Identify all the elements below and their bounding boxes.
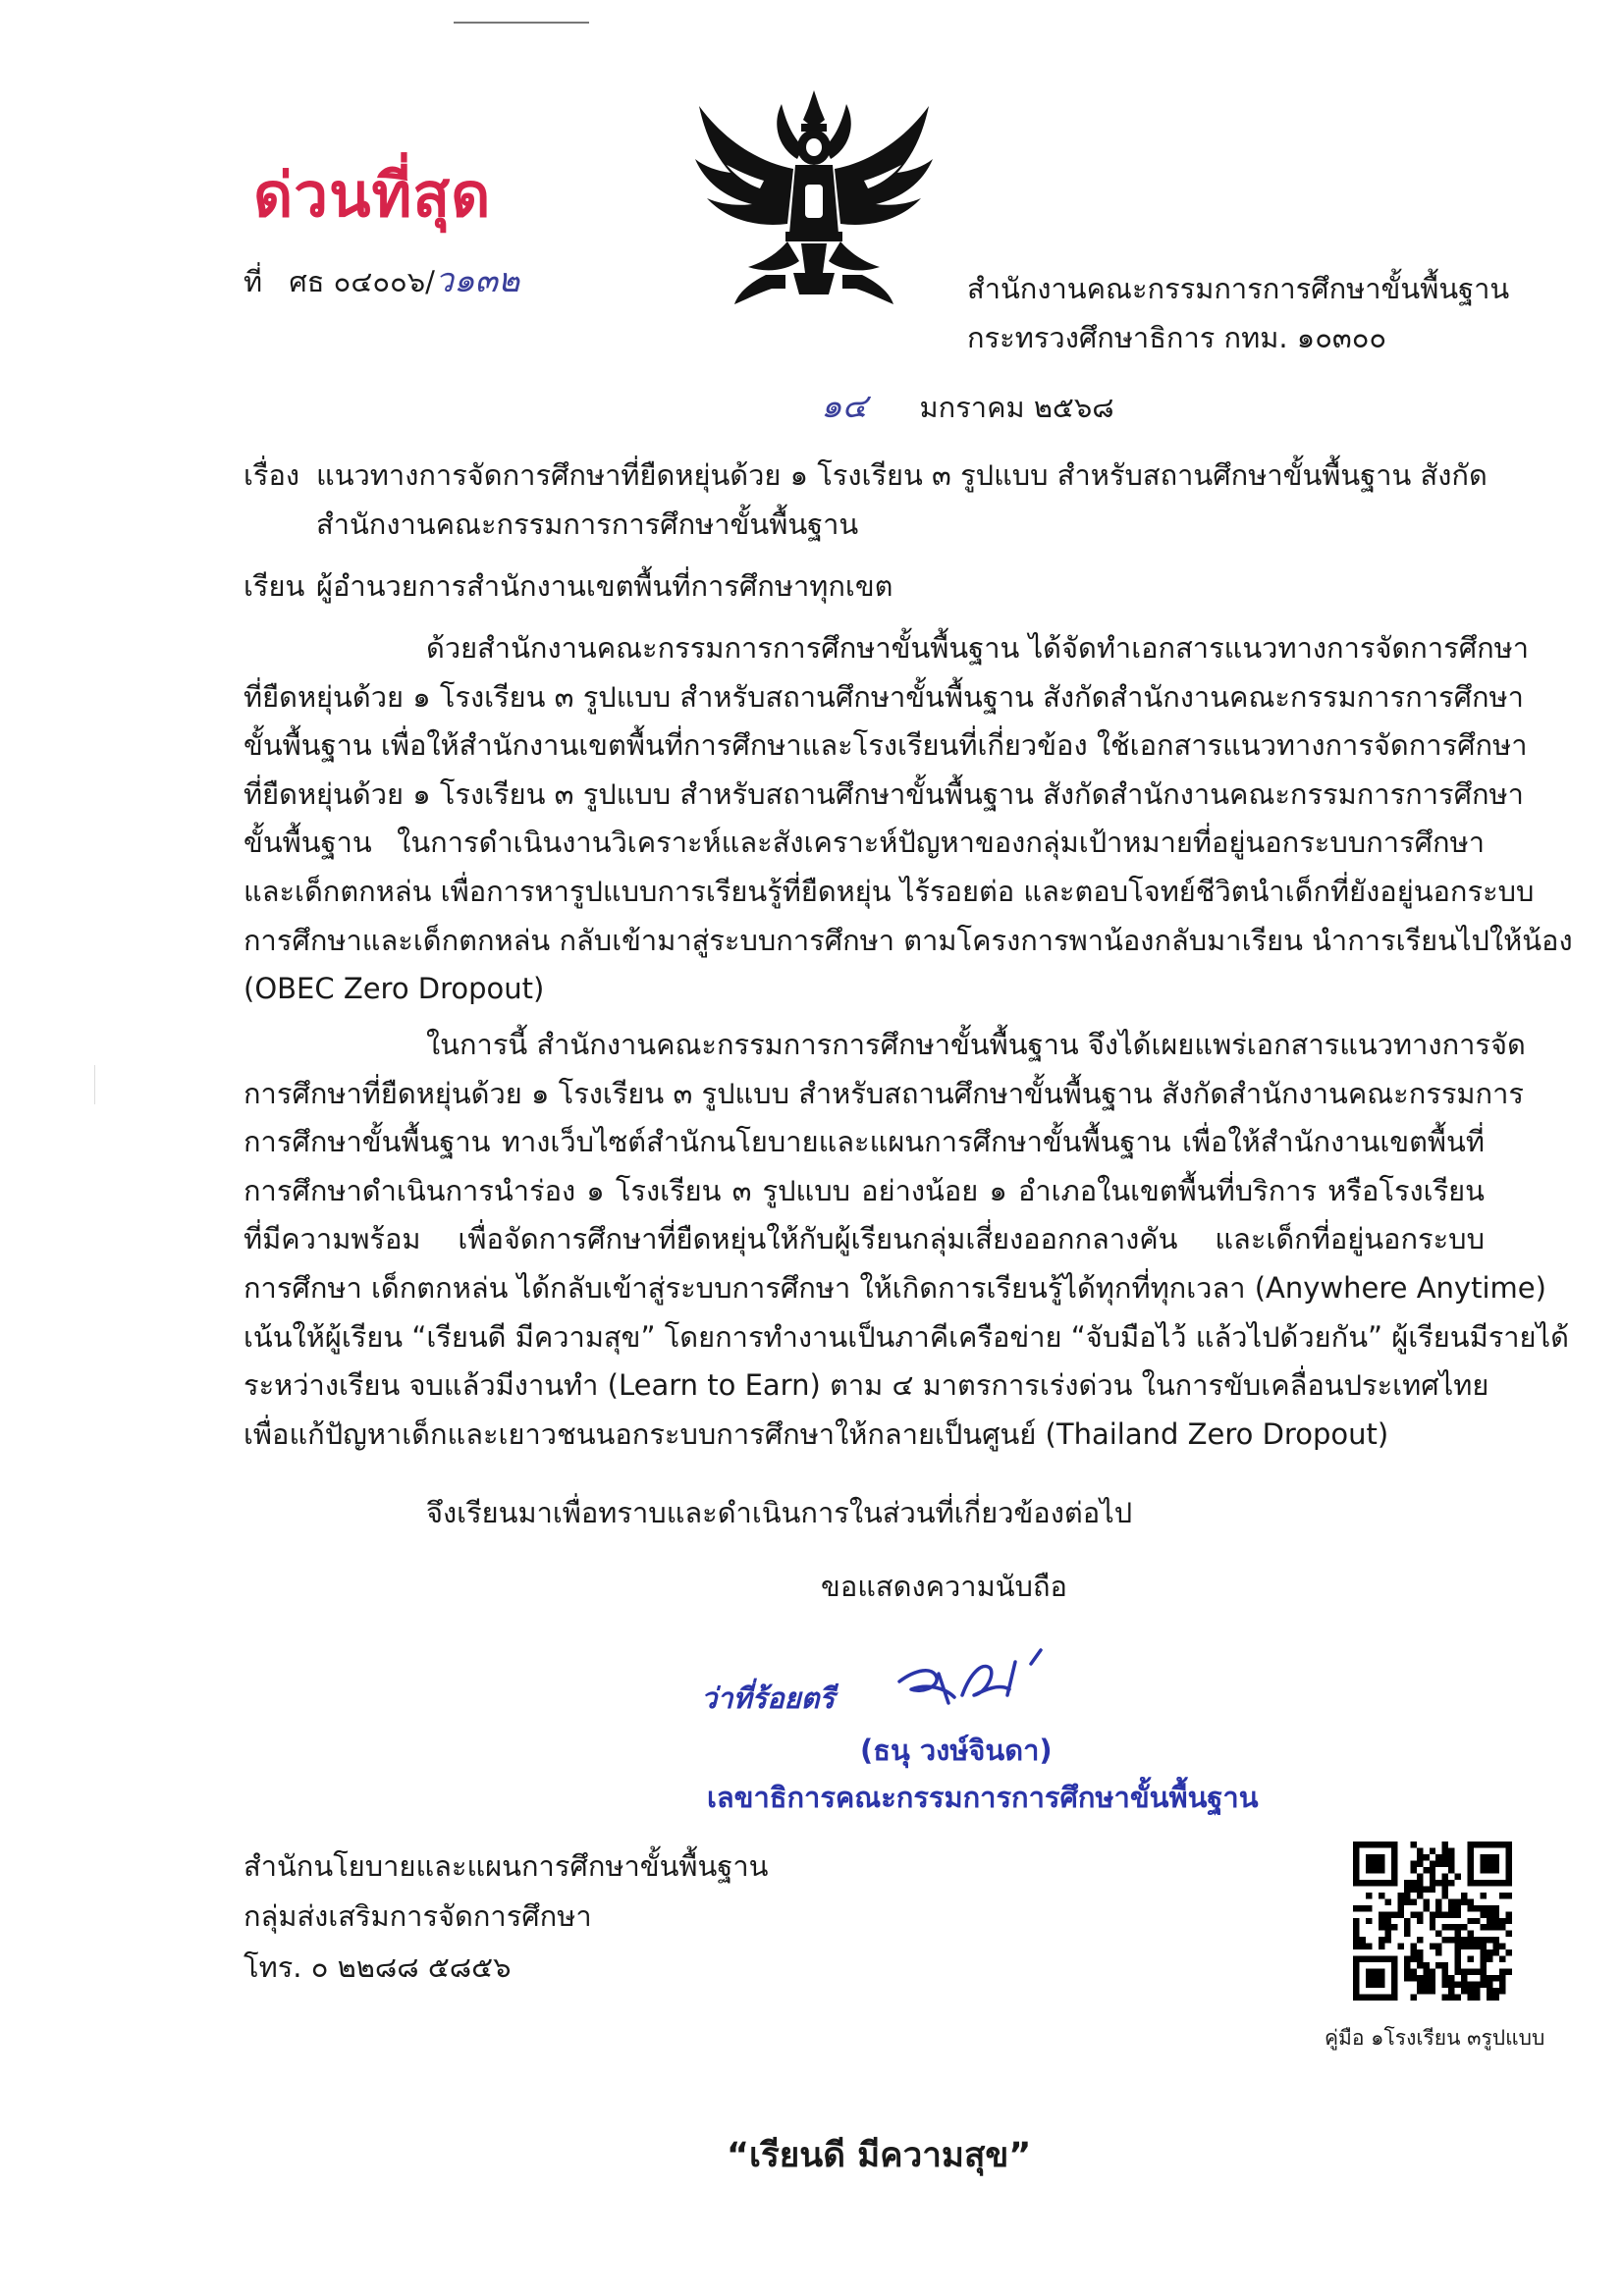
paragraph-line: ในการนี้ สำนักงานคณะกรรมการการศึกษาขั้นพื้นฐาน จึงได้เผยแพร่เอกสารแนวทางการจัด — [426, 1028, 1526, 1061]
signatory-rank: ว่าที่ร้อยตรี — [701, 1682, 836, 1715]
signatory-title: เลขาธิการคณะกรรมการการศึกษาขั้นพื้นฐาน — [707, 1781, 1259, 1814]
scan-mark — [94, 1065, 95, 1104]
paragraph-line: การศึกษา เด็กตกหล่น ได้กลับเข้าสู่ระบบการศึกษา ให้เกิดการเรียนรู้ได้ทุกที่ทุกเวลา (Anywhere Anytime) — [243, 1270, 1546, 1305]
handwritten-signature-icon — [893, 1644, 1060, 1715]
paragraph-line: (OBEC Zero Dropout) — [243, 972, 545, 1006]
recipient-label: เรียน — [243, 569, 305, 603]
paragraph-line: เน้นให้ผู้เรียน “เรียนดี มีความสุข” โดยการทำงานเป็นภาคีเครือข่าย “จับมือไว้ แล้วไปด้วยกัน” ผู้เรียนมีรายได้ — [243, 1319, 1569, 1354]
doc-number-printed: ศธ ๐๔๐๐๖/ — [289, 265, 435, 298]
date-day-handwritten: ๑๔ — [821, 387, 868, 426]
paragraph-line: การศึกษาที่ยืดหยุ่นด้วย ๑ โรงเรียน ๓ รูปแบบ สำหรับสถานศึกษาขั้นพื้นฐาน สังกัดสำนักงานคณะกรรมการ — [243, 1076, 1524, 1110]
top-scan-rule — [454, 22, 589, 24]
subject-line-1: แนวทางการจัดการศึกษาที่ยืดหยุ่นด้วย ๑ โรงเรียน ๓ รูปแบบ สำหรับสถานศึกษาขั้นพื้นฐาน สังกัด — [316, 458, 1488, 492]
signatory-name: (ธนุ วงษ์จินดา) — [860, 1734, 1053, 1767]
paragraph-line: การศึกษาขั้นพื้นฐาน ทางเว็บไซต์สำนักนโยบายและแผนการศึกษาขั้นพื้นฐาน เพื่อให้สำนักงานเขตพื้นที่ — [243, 1125, 1485, 1159]
doc-number-label: ที่ — [243, 265, 263, 298]
recipient-text: ผู้อำนวยการสำนักงานเขตพื้นที่การศึกษาทุกเขต — [316, 569, 893, 603]
paragraph-line: ขั้นพื้นฐาน เพื่อให้สำนักงานเขตพื้นที่การศึกษาและโรงเรียนที่เกี่ยวข้อง ใช้เอกสารแนวทางการจัดการศึกษา — [243, 728, 1528, 763]
doc-number-handwritten: ว๑๓๒ — [434, 261, 520, 300]
agency-line-2: กระทรวงศึกษาธิการ กทม. ๑๐๓๐๐ — [967, 321, 1387, 354]
paragraph-line: การศึกษาดำเนินการนำร่อง ๑ โรงเรียน ๓ รูปแบบ อย่างน้อย ๑ อำเภอในเขตพื้นที่บริการ หรือโรงเรียน — [243, 1173, 1485, 1207]
footer-slogan: “เรียนดี มีความสุข” — [727, 2136, 1032, 2175]
doc-number — [243, 257, 519, 307]
regards: ขอแสดงความนับถือ — [821, 1570, 1067, 1603]
footer-division: กลุ่มส่งเสริมการจัดการศึกษา — [243, 1899, 592, 1933]
qr-code-icon[interactable] — [1353, 1842, 1512, 2001]
paragraph-line: ที่มีความพร้อม เพื่อจัดการศึกษาที่ยืดหยุ่นให้กับผู้เรียนกลุ่มเสี่ยงออกกลางคัน และเด็กที่อยู่นอกระบบ — [243, 1222, 1485, 1256]
footer-phone: โทร. ๐ ๒๒๘๘ ๕๘๕๖ — [243, 1950, 512, 1984]
paragraph-line: ขั้นพื้นฐาน ในการดำเนินงานวิเคราะห์และสังเคราะห์ปัญหาของกลุ่มเป้าหมายที่อยู่นอกระบบการศึกษา — [243, 826, 1485, 860]
letter-date — [821, 383, 1114, 433]
paragraph-line: ด้วยสำนักงานคณะกรรมการการศึกษาขั้นพื้นฐาน ได้จัดทำเอกสารแนวทางการจัดการศึกษา — [426, 631, 1530, 665]
body-paragraph-1 — [243, 624, 1573, 1014]
paragraph-line: เพื่อแก้ปัญหาเด็กและเยาวชนนอกระบบการศึกษาให้กลายเป็นศูนย์ (Thailand Zero Dropout) — [243, 1416, 1389, 1451]
paragraph-line: การศึกษาและเด็กตกหล่น กลับเข้ามาสู่ระบบการศึกษา ตามโครงการพาน้องกลับมาเรียน นำการเรียนไปให้น้อง — [243, 923, 1573, 957]
subject-label: เรื่อง — [243, 458, 300, 492]
paragraph-line: และเด็กตกหล่น เพื่อการหารูปแบบการเรียนรู้ที่ยืดหยุ่น ไร้รอยต่อ และตอบโจทย์ชีวิตนำเด็กที่ยังอยู่นอกระบบ — [243, 874, 1535, 908]
closing-line: จึงเรียนมาเพื่อทราบและดำเนินการในส่วนที่เกี่ยวข้องต่อไป — [426, 1496, 1133, 1529]
agency-line-1: สำนักงานคณะกรรมการการศึกษาขั้นพื้นฐาน — [967, 272, 1510, 305]
date-month-year: มกราคม ๒๕๖๘ — [919, 391, 1114, 424]
paragraph-line: ที่ยืดหยุ่นด้วย ๑ โรงเรียน ๓ รูปแบบ สำหรับสถานศึกษาขั้นพื้นฐาน สังกัดสำนักงานคณะกรรมการการศึกษา — [243, 679, 1524, 714]
paragraph-line: ที่ยืดหยุ่นด้วย ๑ โรงเรียน ๓ รูปแบบ สำหรับสถานศึกษาขั้นพื้นฐาน สังกัดสำนักงานคณะกรรมการการศึกษา — [243, 776, 1524, 811]
body-paragraph-2 — [243, 1021, 1569, 1459]
garuda-emblem-icon — [691, 90, 937, 308]
urgency-stamp: ด่วนที่สุด — [253, 159, 492, 231]
subject-line-2: สำนักงานคณะกรรมการการศึกษาขั้นพื้นฐาน — [316, 507, 859, 541]
qr-caption: คู่มือ ๑โรงเรียน ๓รูปแบบ — [1325, 2026, 1545, 2050]
footer-office: สำนักนโยบายและแผนการศึกษาขั้นพื้นฐาน — [243, 1849, 769, 1883]
paragraph-line: ระหว่างเรียน จบแล้วมีงานทำ (Learn to Earn) ตาม ๔ มาตรการเร่งด่วน ในการขับเคลื่อนประเทศไทย — [243, 1368, 1489, 1403]
